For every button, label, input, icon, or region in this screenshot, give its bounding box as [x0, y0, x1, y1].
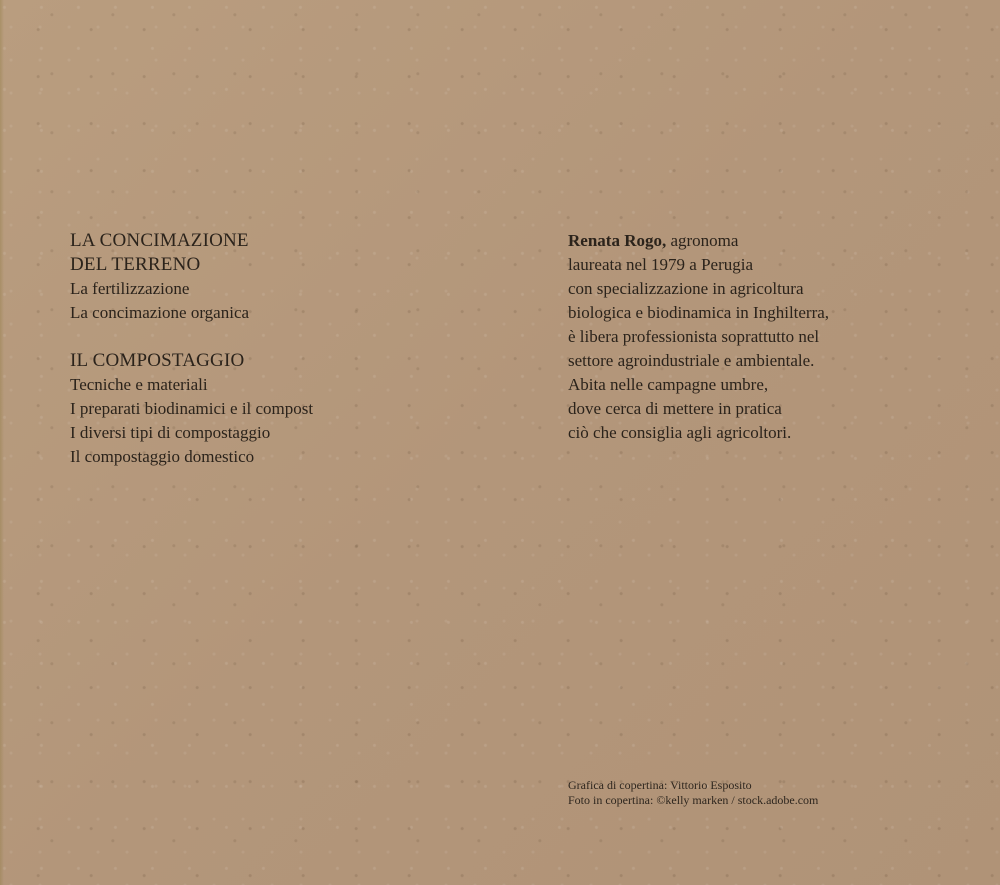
contents-item: Il compostaggio domestico: [70, 447, 255, 466]
bio-line: dove cerca di mettere in pratica: [568, 399, 782, 418]
contents-section-concimazione: [70, 229, 470, 325]
bio-first-line: [568, 229, 988, 253]
bio-line: laureata nel 1979 a Perugia: [568, 255, 754, 274]
section-title-line: DEL TERRENO: [70, 254, 201, 275]
spine-edge: [0, 0, 4, 885]
bio-line: biologica e biodinamica in Inghilterra,: [568, 303, 830, 322]
bio-line: Abita nelle campagne umbre,: [568, 375, 769, 394]
contents-item: La fertilizzazione: [70, 279, 190, 298]
bio-line: settore agroindustriale e ambientale.: [568, 351, 815, 370]
contents-item: Tecniche e materiali: [70, 375, 208, 394]
bio-line: è libera professionista soprattutto nel: [568, 327, 820, 346]
cover-photo-credit: Foto in copertina: ©kelly marken / stock.adobe.com: [568, 793, 819, 807]
author-bio: [568, 229, 988, 445]
bio-line: con specializzazione in agricoltura: [568, 279, 804, 298]
cover-design-credit: Grafica di copertina: Vittorio Esposito: [568, 778, 752, 792]
section-title-line: LA CONCIMAZIONE: [70, 230, 249, 251]
section-title-line: IL COMPOSTAGGIO: [70, 350, 245, 371]
table-of-contents: [70, 229, 470, 493]
bio-first-line-rest: agronoma: [666, 231, 739, 250]
contents-item: La concimazione organica: [70, 303, 250, 322]
contents-item: I preparati biodinamici e il compost: [70, 399, 314, 418]
cover-credits: [568, 778, 988, 808]
author-name: Renata Rogo,: [568, 231, 667, 250]
bio-line: ciò che consiglia agli agricoltori.: [568, 423, 792, 442]
contents-section-compostaggio: [70, 349, 470, 469]
contents-item: I diversi tipi di compostaggio: [70, 423, 271, 442]
